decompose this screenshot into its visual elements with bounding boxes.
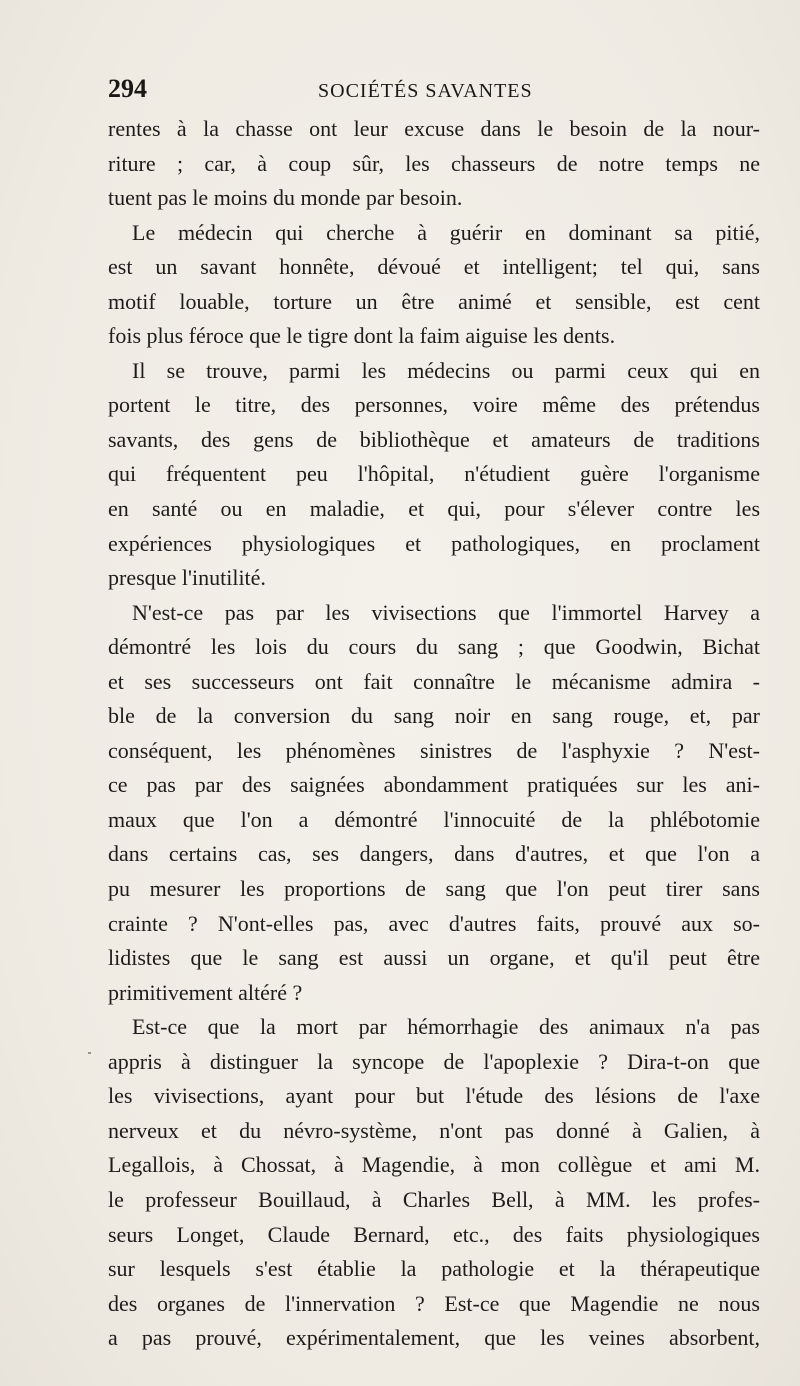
text-line: est un savant honnête, dévoué et intelligent; tel qui, sans bbox=[108, 254, 760, 280]
text-line: en santé ou en maladie, et qui, pour s'élever contre les bbox=[108, 496, 760, 522]
text-line: fois plus féroce que le tigre dont la faim aiguise les dents. bbox=[108, 323, 616, 349]
text-line: seurs Longet, Claude Bernard, etc., des faits physiologiques bbox=[108, 1221, 760, 1247]
text-line: pu mesurer les proportions de sang que l'on peut tirer sans bbox=[108, 876, 760, 902]
text-line: a pas prouvé, expérimentalement, que les veines absorbent, bbox=[108, 1325, 760, 1351]
page-header bbox=[108, 72, 760, 108]
text-line: rentes à la chasse ont leur excuse dans le besoin de la nour- bbox=[108, 116, 760, 141]
text-line: tuent pas le moins du monde par besoin. bbox=[108, 185, 463, 211]
page-number: 294 bbox=[108, 74, 147, 103]
text-line: conséquent, les phénomènes sinistres de l'asphyxie ? N'est- bbox=[108, 737, 760, 763]
text-line: dans certains cas, ses dangers, dans d'autres, et que l'on a bbox=[108, 841, 760, 867]
text-line: ce pas par des saignées abondamment pratiquées sur les ani- bbox=[108, 772, 760, 798]
text-line: le professeur Bouillaud, à Charles Bell, à MM. les profes- bbox=[108, 1186, 760, 1212]
text-line: Il se trouve, parmi les médecins ou parmi ceux qui en bbox=[132, 357, 760, 383]
text-line: savants, des gens de bibliothèque et amateurs de traditions bbox=[108, 426, 760, 452]
text-line: nerveux et du névro-système, n'ont pas donné à Galien, à bbox=[108, 1117, 760, 1143]
text-line: lidistes que le sang est aussi un organe, et qu'il peut être bbox=[108, 945, 760, 971]
text-line: Est-ce que la mort par hémorrhagie des animaux n'a pas bbox=[132, 1014, 760, 1040]
text-line: Legallois, à Chossat, à Magendie, à mon collègue et ami M. bbox=[108, 1152, 760, 1178]
text-line: riture ; car, à coup sûr, les chasseurs de notre temps ne bbox=[108, 150, 760, 176]
text-line: et ses successeurs ont fait connaître le mécanisme admira - bbox=[108, 668, 760, 694]
text-line: les vivisections, ayant pour but l'étude des lésions de l'axe bbox=[108, 1083, 760, 1109]
text-line: N'est-ce pas par les vivisections que l'immortel Harvey a bbox=[132, 599, 760, 625]
text-line: primitivement altéré ? bbox=[108, 979, 303, 1005]
text-line: appris à distinguer la syncope de l'apoplexie ? Dira-t-on que bbox=[108, 1048, 760, 1074]
text-line: des organes de l'innervation ? Est-ce que Magendie ne nous bbox=[108, 1290, 760, 1316]
text-line: expériences physiologiques et pathologiques, en proclament bbox=[108, 530, 760, 556]
text-line: maux que l'on a démontré l'innocuité de la phlébotomie bbox=[108, 806, 760, 832]
text-line: motif louable, torture un être animé et sensible, est cent bbox=[108, 288, 760, 314]
text-line: ble de la conversion du sang noir en sang rouge, et, par bbox=[108, 703, 760, 729]
body-text bbox=[108, 112, 760, 1356]
running-head: SOCIÉTÉS SAVANTES bbox=[318, 80, 533, 102]
text-line: presque l'inutilité. bbox=[108, 565, 266, 591]
text-line: démontré les lois du cours du sang ; que Goodwin, Bichat bbox=[108, 634, 760, 660]
text-line: Le médecin qui cherche à guérir en dominant sa pitié, bbox=[132, 219, 760, 245]
text-line: crainte ? N'ont-elles pas, avec d'autres faits, prouvé aux so- bbox=[108, 910, 760, 936]
text-line: qui fréquentent peu l'hôpital, n'étudient guère l'organisme bbox=[108, 461, 760, 487]
text-line: sur lesquels s'est établie la pathologie et la thérapeutique bbox=[108, 1256, 760, 1282]
margin-mark bbox=[88, 1052, 91, 1054]
text-line: portent le titre, des personnes, voire même des prétendus bbox=[108, 392, 760, 418]
